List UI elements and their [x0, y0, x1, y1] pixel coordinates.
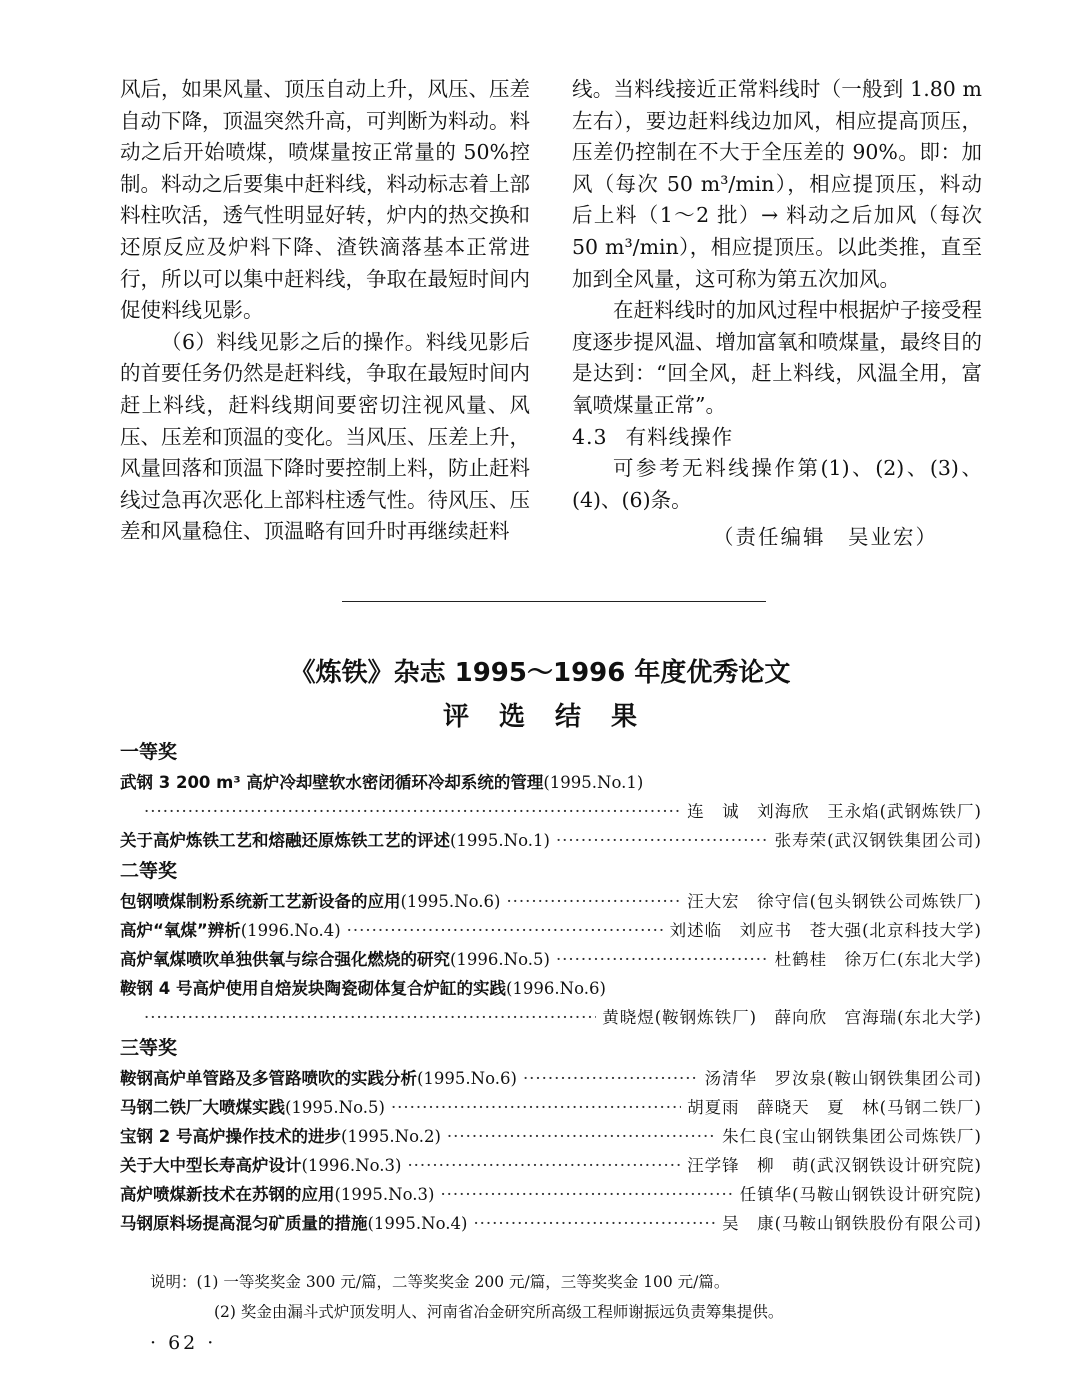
- article-paragraph: 可参考无料线操作第(1)、(2)、(3)、(4)、(6)条。: [572, 456, 982, 512]
- award-entry: [120, 945, 982, 974]
- leader-dots: [506, 887, 681, 916]
- paper-title-text: 武钢 3 200 m³ 高炉冷却壁软水密闭循环冷却系统的管理: [120, 773, 544, 792]
- article-paragraph: （6）料线见影之后的操作。料线见影后的首要任务仍然是赶料线，争取在最短时间内赶上料线，赶料线期间要密切注视风量、风压、压差和顶温的变化。当风压、压差上升，风量回落和顶温下降时要控制上料，防止赶料线过急再次恶化上部料柱透气性。待风压、压差和风量稳住、顶温略有回升时再继续赶料: [120, 329, 530, 544]
- award-entry: [120, 1064, 982, 1093]
- award-category: 一等奖: [120, 741, 178, 763]
- paper-title-text: 鞍钢 4 号高炉使用自焙炭块陶瓷砌体复合炉缸的实践: [120, 979, 506, 998]
- award-entry: [120, 1093, 982, 1122]
- note-line: [150, 1267, 783, 1297]
- section-number: 4.3: [572, 424, 608, 449]
- paper-title-text: 宝钢 2 号高炉操作技术的进步: [120, 1127, 341, 1146]
- note-label: 说明：: [150, 1273, 197, 1291]
- page-number: · 62 ·: [150, 1332, 217, 1354]
- note-text: (2) 奖金由漏斗式炉顶发明人、河南省冶金研究所高级工程师谢振远负责筹集提供。: [214, 1303, 784, 1321]
- paper-title: [120, 826, 550, 855]
- paper-title-text: 包钢喷煤制粉系统新工艺新设备的应用: [120, 892, 401, 911]
- paper-title-text: 高炉喷煤新技术在苏钢的应用: [120, 1185, 335, 1204]
- paper-title: [120, 1064, 517, 1093]
- paper-authors: 胡夏雨 薛晓天 夏 林(马钢二铁厂): [687, 1098, 982, 1117]
- award-entry-continuation: [120, 1003, 982, 1032]
- paper-issue: (1995.No.1): [450, 831, 550, 850]
- award-entry: [120, 768, 982, 797]
- responsible-editor: （责任编辑 吴业宏）: [713, 525, 938, 550]
- paper-issue: (1995.No.6): [400, 892, 501, 911]
- paper-issue: (1995.No.3): [334, 1185, 435, 1204]
- paper-title: [120, 1151, 401, 1180]
- leader-dots: [440, 1180, 733, 1209]
- paper-title: [120, 1122, 441, 1151]
- paper-authors: 朱仁良(宝山钢铁集团公司炼铁厂): [722, 1127, 982, 1146]
- article-left-column: [120, 74, 530, 548]
- award-entry: [120, 887, 982, 916]
- paper-issue: (1996.No.5): [450, 950, 550, 969]
- leader-dots: [523, 1064, 699, 1093]
- paper-authors: 连 诚 刘海欣 王永焰(武钢炼铁厂): [687, 802, 982, 821]
- leader-dots: [391, 1093, 681, 1122]
- note-text: (1) 一等奖奖金 300 元/篇，二等奖奖金 200 元/篇，三等奖奖金 100 元/篇。: [196, 1273, 730, 1291]
- paper-authors: 汤清华 罗汝泉(鞍山钢铁集团公司): [704, 1069, 982, 1088]
- paper-title-text: 高炉氧煤喷吹单独供氧与综合强化燃烧的研究: [120, 950, 450, 969]
- article-paragraph: 在赶料线时的加风过程中根据炉子接受程度逐步提风温、增加富氧和喷煤量，最终目的是达到：“回全风，赶上料线，风温全用，富氧喷煤量正常”。: [572, 298, 982, 417]
- paper-issue: (1995.No.5): [285, 1098, 385, 1117]
- paper-authors: 汪学锋 柳 萌(武汉钢铁设计研究院): [687, 1156, 982, 1175]
- section-divider: [342, 601, 766, 602]
- paper-issue: (1996.No.4): [240, 921, 341, 940]
- award-list: [120, 736, 982, 1238]
- award-category: 三等奖: [120, 1037, 178, 1059]
- paper-title: [120, 916, 341, 945]
- leader-dots: [347, 916, 664, 945]
- award-entry: [120, 1209, 982, 1238]
- award-entry: [120, 1180, 982, 1209]
- article-paragraph: 风后，如果风量、顶压自动上升，风压、压差自动下降，顶温突然升高，可判断为料动。料动之后开始喷煤，喷煤量按正常量的 50%控制。料动之后要集中赶料线，料动标志着上部料柱吹活，透气性明显好转，炉内的热交换和还原反应及炉料下降、渣铁滴落基本正常进行，所以可以集中赶料线，争取在最短时间内促使料线见影。: [120, 77, 530, 323]
- award-entry: [120, 916, 982, 945]
- paper-title: [120, 887, 500, 916]
- paper-authors: 吴 康(马鞍山钢铁股份有限公司): [722, 1214, 982, 1233]
- leader-dots: [556, 945, 769, 974]
- paper-title: [120, 945, 550, 974]
- award-entry: [120, 1122, 982, 1151]
- paper-title-text: 鞍钢高炉单管路及多管路喷吹的实践分析: [120, 1069, 417, 1088]
- paper-authors: 黄晓煜(鞍钢炼铁厂) 薛向欣 宫海瑞(东北大学): [602, 1008, 982, 1027]
- announcement-title: 《炼铁》杂志 1995～1996 年度优秀论文: [289, 658, 791, 688]
- award-entry: [120, 826, 982, 855]
- article-paragraph: 线。当料线接近正常料线时（一般到 1.80 m 左右），要边赶料线边加风，相应提高顶压，压差仍控制在不大于全压差的 90%。即：加风（每次 50 m³/min），相应提顶压，料动后上料（1～2 批）→ 料动之后加风（每次 50 m³/min），相应提顶压。以此类推，直至加到全风量，这可称为第五次加风。: [572, 77, 982, 291]
- paper-title: [120, 768, 643, 797]
- paper-title-text: 马钢原料场提高混匀矿质量的措施: [120, 1214, 368, 1233]
- award-category: 二等奖: [120, 860, 178, 882]
- paper-issue: (1995.No.6): [417, 1069, 517, 1088]
- leader-dots: [447, 1122, 716, 1151]
- article-right-column: [572, 74, 982, 554]
- paper-title-text: 关于大中型长寿高炉设计: [120, 1156, 302, 1175]
- award-notes: [150, 1267, 783, 1327]
- paper-title: [120, 1209, 467, 1238]
- paper-title-text: 关于高炉炼铁工艺和熔融还原炼铁工艺的评述: [120, 831, 450, 850]
- section-title: 有料线操作: [625, 424, 734, 449]
- leader-dots: [473, 1209, 716, 1238]
- award-entry-continuation: [120, 797, 982, 826]
- paper-issue: (1995.No.1): [543, 773, 644, 792]
- paper-issue: (1995.No.2): [340, 1127, 441, 1146]
- award-entry: [120, 974, 982, 1003]
- paper-title: [120, 1180, 434, 1209]
- announcement-subtitle: 评选结果: [442, 702, 667, 732]
- paper-issue: (1996.No.6): [505, 979, 606, 998]
- paper-authors: 杜鹤桂 徐万仁(东北大学): [774, 950, 982, 969]
- paper-issue: (1995.No.4): [367, 1214, 468, 1233]
- paper-issue: (1996.No.3): [301, 1156, 402, 1175]
- leader-dots: [144, 1003, 596, 1032]
- award-entry: [120, 1151, 982, 1180]
- section-heading: [572, 422, 982, 454]
- paper-authors: 汪大宏 徐守信(包头钢铁公司炼铁厂): [687, 892, 982, 911]
- paper-authors: 张寿荣(武汉钢铁集团公司): [774, 831, 982, 850]
- paper-authors: 刘述临 刘应书 苍大强(北京科技大学): [669, 921, 982, 940]
- paper-title-text: 高炉“氧煤”辨析: [120, 921, 241, 940]
- paper-authors: 任镇华(马鞍山钢铁设计研究院): [739, 1185, 982, 1204]
- paper-title: [120, 974, 606, 1003]
- leader-dots: [556, 826, 769, 855]
- paper-title: [120, 1093, 385, 1122]
- paper-title-text: 马钢二铁厂大喷煤实践: [120, 1098, 285, 1117]
- leader-dots: [144, 797, 681, 826]
- leader-dots: [407, 1151, 681, 1180]
